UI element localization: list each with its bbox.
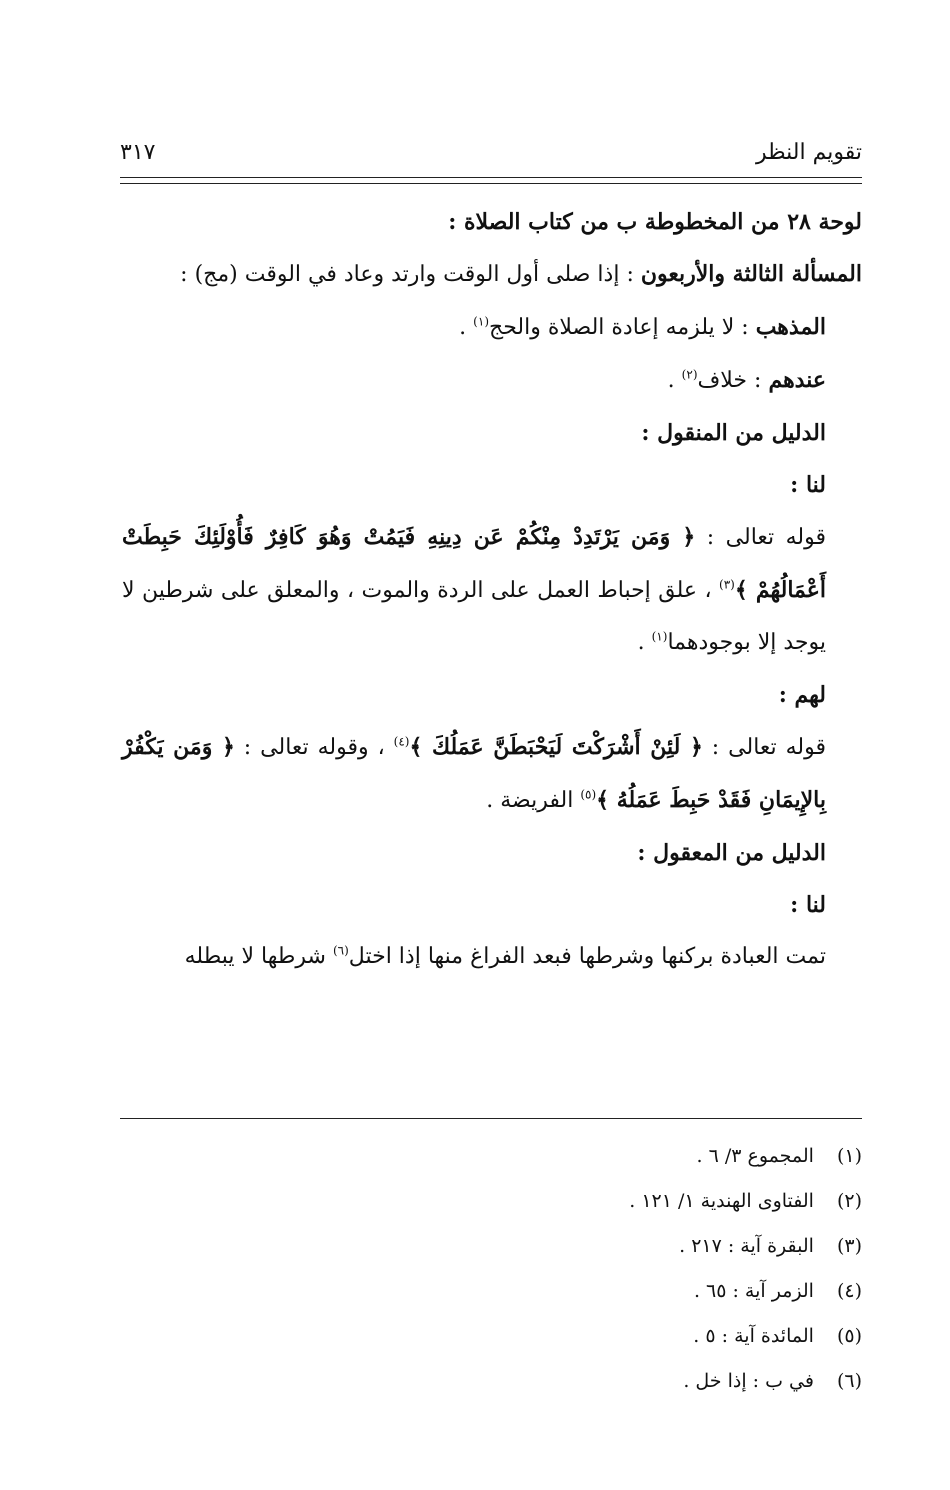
main-text bbox=[122, 196, 862, 983]
running-title: تقويم النظر bbox=[755, 140, 862, 165]
footnote: (٥) المائدة آية : ٥ . bbox=[693, 1325, 862, 1347]
header-rule bbox=[120, 177, 862, 178]
subheading-transmitted: الدليل من المنقول : bbox=[641, 420, 826, 446]
footnote-ref: (١) bbox=[473, 314, 489, 329]
footnote: (١) المجموع ٣/ ٦ . bbox=[696, 1145, 862, 1167]
footnote-ref: (٦) bbox=[332, 943, 349, 958]
madhhab-paragraph: المذهب : لا يلزمه إعادة الصلاة والحج$^{(١)}$ . bbox=[459, 314, 826, 340]
header-rule-thin bbox=[120, 183, 862, 184]
footnote: (٦) في ب : إذا خل . bbox=[683, 1370, 862, 1392]
footnote-ref: (١) bbox=[651, 629, 668, 644]
footnote: (٤) الزمر آية : ٦٥ . bbox=[693, 1280, 862, 1302]
footnote-ref: (٣) bbox=[719, 577, 735, 592]
quran-verse: ﴿ لَئِنْ أَشْرَكْتَ لَيَحْبَطَنَّ عَمَلُكَ ﴾ bbox=[409, 734, 703, 760]
quran-verse: ﴿ وَمَن يَكْفُرْ بِالإِيمَانِ فَقَدْ حَبِطَ عَمَلُهُ ﴾ bbox=[122, 734, 826, 813]
section-heading: لوحة ٢٨ من المخطوطة ب من كتاب الصلاة : bbox=[448, 209, 862, 235]
running-header bbox=[120, 140, 862, 170]
issue-title: المسألة الثالثة والأربعون bbox=[640, 261, 862, 287]
rational-paragraph: تمت العبادة بركنها وشرطها فبعد الفراغ منها إذا اختل$^{(٦)}$ شرطها لا يبطله bbox=[184, 943, 826, 969]
footnote-rule bbox=[120, 1118, 862, 1119]
footnote-ref: (٢) bbox=[681, 367, 698, 382]
footnote-ref: (٥) bbox=[580, 787, 597, 802]
page-number: ٣١٧ bbox=[120, 140, 156, 165]
opponents-paragraph: عندهم : خلاف$^{(٢)}$ . bbox=[667, 367, 826, 393]
subheading-ours: لنا : bbox=[790, 472, 826, 498]
issue-paragraph: المسألة الثالثة والأربعون : إذا صلى أول الوقت وارتد وعاد في الوقت (مج) : bbox=[180, 261, 862, 287]
evidence-paragraph-theirs: قوله تعالى : ﴿ لَئِنْ أَشْرَكْتَ لَيَحْبَطَنَّ عَمَلُكَ ﴾$^{(٤)}$ ، وقوله تعالى : ﴿ وَمَن يَكْفُرْ بِالإِيمَانِ فَقَدْ حَبِطَ عَمَلُهُ ﴾$^{(٥)}$ الفريضة . bbox=[122, 734, 826, 813]
evidence-paragraph-ours: قوله تعالى : ﴿ وَمَن يَرْتَدِدْ مِنْكُمْ عَن دِينِهِ فَيَمُتْ وَهُوَ كَافِرٌ فَأُوْلَئِكَ حَبِطَتْ أَعْمَالُهُمْ ﴾$^{(٣)}$ ، علق إحباط العمل على الردة والموت ، والمعلق على شرطين لا يوجد إلا بوجودهما$^{(١)}$ . bbox=[122, 524, 826, 655]
subheading-ours-2: لنا : bbox=[790, 892, 826, 918]
quran-verse: ﴿ وَمَن يَرْتَدِدْ مِنْكُمْ عَن دِينِهِ فَيَمُتْ وَهُوَ كَافِرٌ فَأُوْلَئِكَ حَبِطَتْ أَعْمَالُهُمْ ﴾ bbox=[122, 524, 826, 603]
footnotes bbox=[120, 1134, 862, 1404]
subheading-rational: الدليل من المعقول : bbox=[637, 840, 826, 866]
footnote: (٢) الفتاوى الهندية ١/ ١٢١ . bbox=[629, 1190, 862, 1212]
footnote-ref: (٤) bbox=[393, 734, 410, 749]
footnote: (٣) البقرة آية : ٢١٧ . bbox=[679, 1235, 862, 1257]
subheading-theirs: لهم : bbox=[778, 682, 826, 708]
